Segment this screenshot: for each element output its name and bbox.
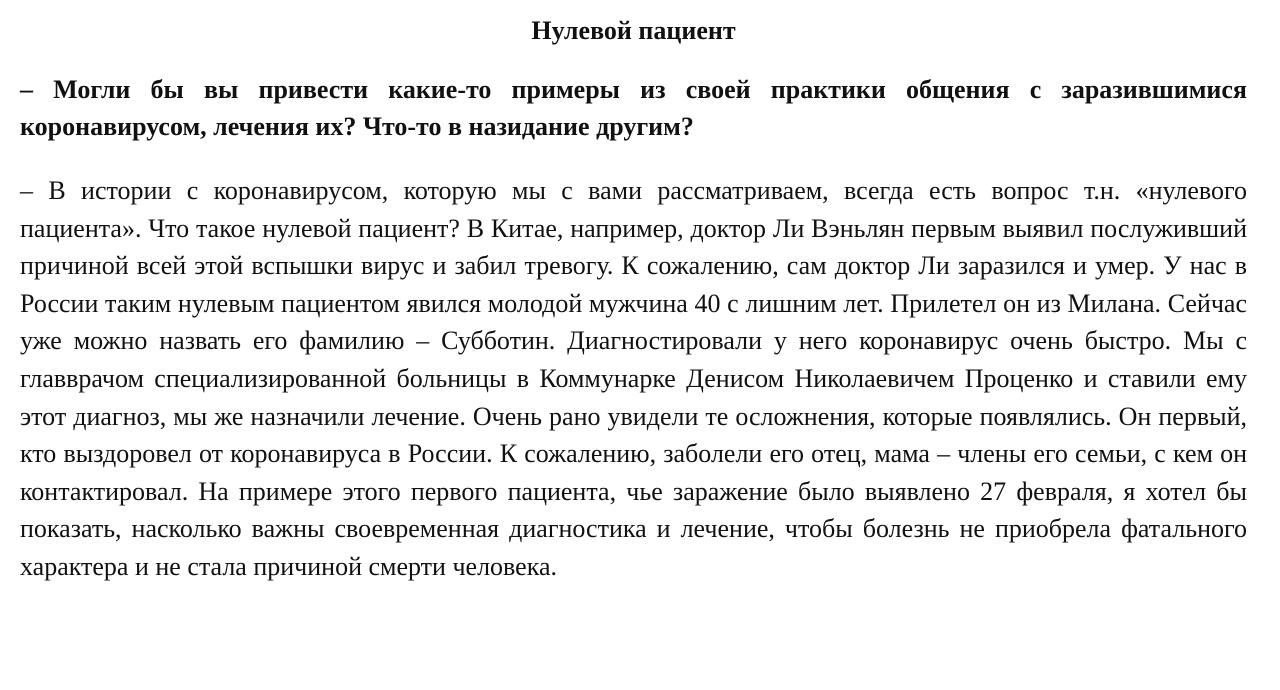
article-title: Нулевой пациент bbox=[531, 16, 736, 45]
interview-answer: – В истории с коронавирусом, которую мы с вами рассматриваем, всегда есть вопрос т.н. «нулевого пациента». Что такое нулевой пациент? В Китае, например, доктор Ли Вэньлян первым выявил послуживший причиной всей этой вспышки вирус и забил тревогу. К сожалению, сам доктор Ли заразился и умер. У нас в России таким нулевым пациентом явился молодой мужчина 40 с лишним лет. Прилетел он из Милана. Сейчас уже можно назвать его фамилию – Субботин. Диагностировали у него коронавирус очень быстро. Мы с главврачом специализированной больницы в Коммунарке Денисом Николаевичем Проценко и ставили ему этот диагноз, мы же назначили лечение. Очень рано увидели те осложнения, которые появлялись. Он первый, кто выздоровел от коронавируса в России. К сожалению, заболели его отец, мама – члены его семьи, с кем он контактировал. На примере этого первого пациента, чье заражение было выявлено 27 февраля, я хотел бы показать, насколько важны своевременная диагностика и лечение, чтобы болезнь не приобрела фатального характера и не стала причиной смерти человека. bbox=[20, 176, 1247, 581]
article bbox=[20, 0, 1247, 586]
interview-question: – Могли бы вы привести какие-то примеры из своей практики общения с заразившимися коронавирусом, лечения их? Что-то в назидание другим? bbox=[20, 75, 1247, 141]
